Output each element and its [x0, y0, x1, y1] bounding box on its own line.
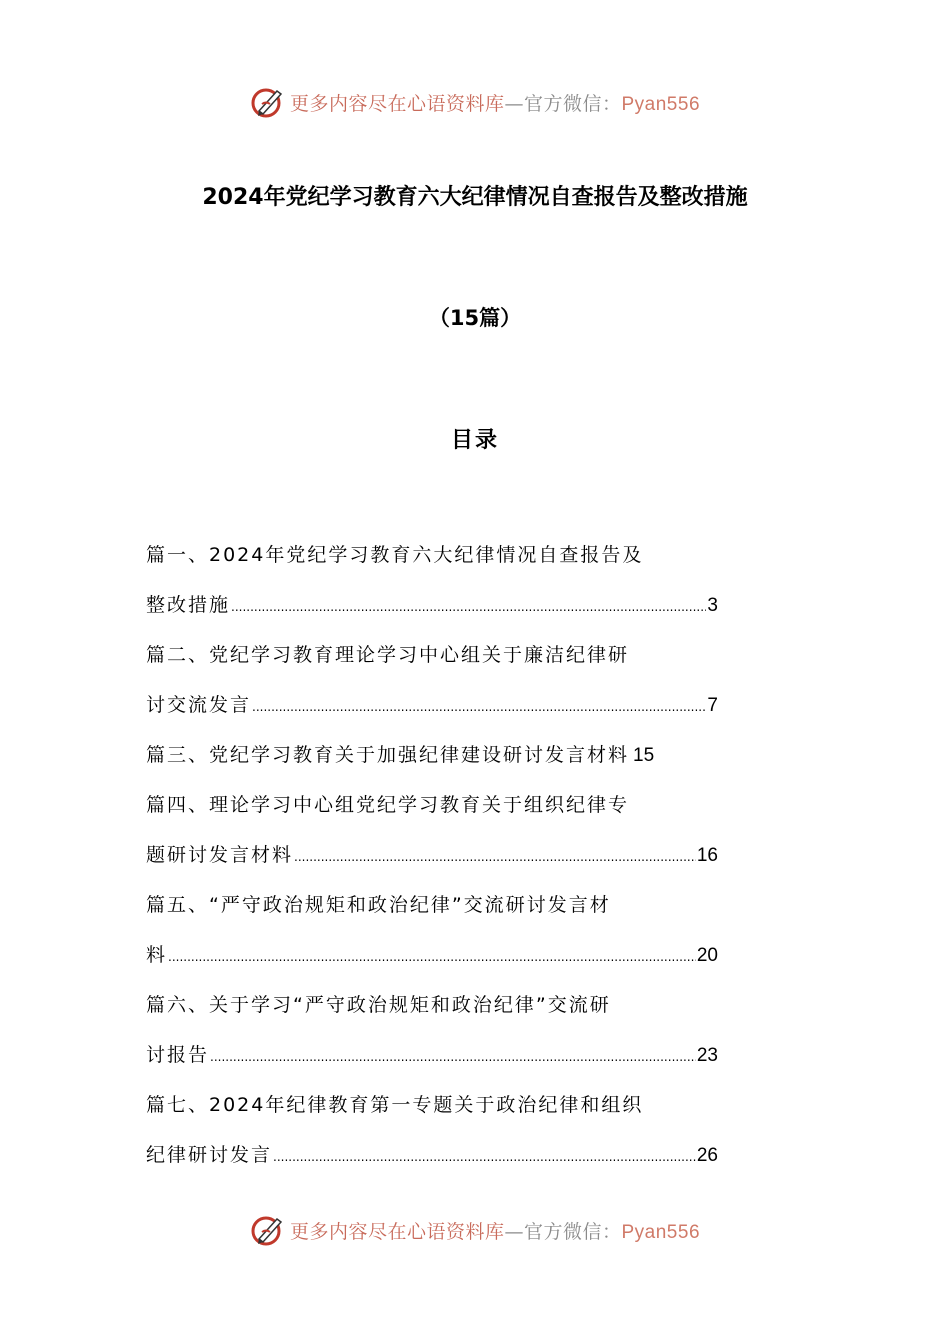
footer-banner-wechat: Pyan556	[621, 1221, 701, 1243]
document-subtitle: （15篇）	[428, 306, 522, 330]
header-banner-text	[290, 89, 700, 116]
toc-entry-line	[146, 830, 718, 880]
toc-entry-page: 7	[707, 695, 718, 716]
toc-heading: 目录	[450, 428, 499, 453]
toc-entry-title-cont: 纪律研讨发言	[146, 1144, 273, 1166]
toc-entry-title: 篇七、2024年纪律教育第一专题关于政治纪律和组织	[146, 1094, 644, 1116]
footer-banner-content	[250, 1212, 700, 1248]
document-title: 2024年党纪学习教育六大纪律情况自查报告及整改措施	[202, 185, 748, 210]
header-banner-sub: 官方微信：	[523, 92, 622, 115]
table-of-contents	[146, 530, 718, 1180]
footer-banner-main: 更多内容尽在心语资料库	[289, 1220, 505, 1243]
toc-entry-page: 16	[696, 845, 718, 866]
toc-leader-dots	[210, 1032, 696, 1080]
toc-entry[interactable]	[146, 630, 718, 730]
toc-entry-title: 篇五、“严守政治规矩和政治纪律”交流研讨发言材	[146, 894, 611, 916]
toc-entry-page: 26	[696, 1145, 718, 1166]
toc-entry-line	[146, 630, 718, 680]
toc-entry-line	[146, 980, 718, 1030]
toc-entry-line	[146, 780, 718, 830]
toc-entry-page: 15	[633, 745, 655, 766]
header-banner-content	[250, 84, 700, 120]
toc-entry-title-cont: 讨交流发言	[146, 694, 252, 716]
toc-entry-line	[146, 530, 718, 580]
toc-entry-page: 3	[707, 595, 718, 616]
footer-banner-sub: 官方微信：	[523, 1220, 622, 1243]
header-banner	[0, 82, 950, 122]
footer-banner-dash: —	[504, 1220, 524, 1243]
pen-logo-icon	[250, 1212, 286, 1248]
footer-banner-text	[290, 1217, 700, 1244]
header-banner-wechat: Pyan556	[621, 93, 701, 115]
toc-entry-title-cont: 整改措施	[146, 594, 231, 616]
toc-entry-title-cont: 料	[146, 944, 168, 966]
toc-leader-dots	[252, 682, 706, 730]
toc-entry-title: 篇四、理论学习中心组党纪学习教育关于组织纪律专	[146, 794, 630, 816]
toc-entry[interactable]	[146, 530, 718, 630]
toc-entry-line	[146, 680, 718, 730]
pen-logo-icon	[250, 84, 286, 120]
toc-entry-title-cont: 讨报告	[146, 1044, 210, 1066]
header-banner-dash: —	[504, 92, 524, 115]
toc-entry-line	[146, 880, 718, 930]
toc-entry-title: 篇一、2024年党纪学习教育六大纪律情况自查报告及	[146, 544, 644, 566]
toc-entry-line	[146, 1080, 718, 1130]
toc-entry[interactable]	[146, 980, 718, 1080]
toc-entry-line	[146, 1030, 718, 1080]
toc-entry[interactable]	[146, 1080, 718, 1180]
toc-entry-title: 篇三、党纪学习教育关于加强纪律建设研讨发言材料	[146, 744, 630, 766]
toc-entry-title: 篇二、党纪学习教育理论学习中心组关于廉洁纪律研	[146, 644, 630, 666]
toc-entry-page: 23	[696, 1045, 718, 1066]
toc-leader-dots	[168, 932, 696, 980]
footer-banner	[0, 1210, 950, 1250]
toc-entry[interactable]	[146, 880, 718, 980]
toc-leader-dots	[273, 1132, 696, 1180]
toc-entry[interactable]	[146, 730, 718, 780]
toc-entry-title: 篇六、关于学习“严守政治规矩和政治纪律”交流研	[146, 994, 611, 1016]
toc-entry-line	[146, 580, 718, 630]
toc-entry-line	[146, 1130, 718, 1180]
header-banner-main: 更多内容尽在心语资料库	[289, 92, 505, 115]
toc-entry[interactable]	[146, 780, 718, 880]
toc-leader-dots	[231, 582, 706, 630]
toc-entry-title-cont: 题研讨发言材料	[146, 844, 294, 866]
toc-entry-line	[146, 930, 718, 980]
toc-entry-line	[146, 730, 718, 780]
toc-entry-page: 20	[696, 945, 718, 966]
toc-leader-dots	[294, 832, 696, 880]
